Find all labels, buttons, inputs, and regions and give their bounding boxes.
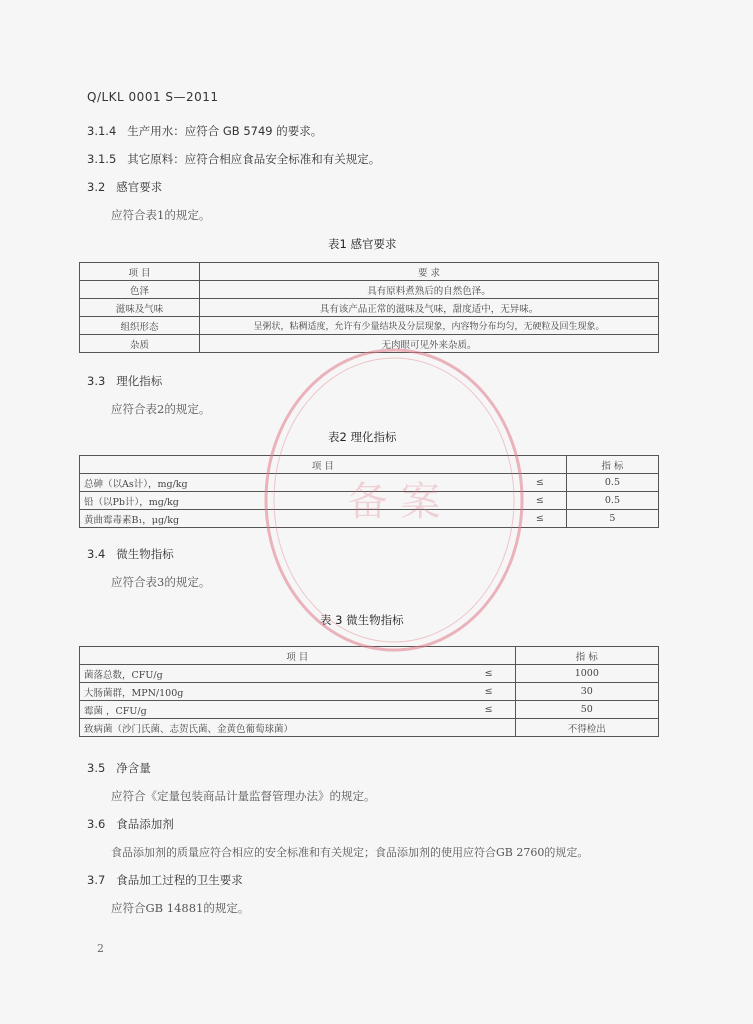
section-title: 感官要求 <box>116 180 163 194</box>
section-title: 理化指标 <box>116 374 163 388</box>
section-3-4-heading <box>87 546 174 562</box>
table-cell: 具有该产品正常的滋味及气味，甜度适中，无异味。 <box>200 299 659 317</box>
table-cell: ≤ <box>297 665 515 683</box>
section-3-7-heading <box>87 872 243 888</box>
table-cell: 滋味及气味 <box>80 299 200 317</box>
document-code: Q/LKL 0001 S—2011 <box>87 90 219 104</box>
table-cell: 不得检出 <box>515 719 658 737</box>
table-cell: 霉菌 ，CFU/g <box>80 701 298 719</box>
table-row <box>80 683 659 701</box>
clause-number: 3.1.4 <box>87 124 117 138</box>
table-cell: 0.5 <box>566 474 658 492</box>
table-cell: 5 <box>566 510 658 528</box>
table-cell: 30 <box>515 683 658 701</box>
section-3-7-body: 应符合GB 14881的规定。 <box>111 901 250 915</box>
table-cell: 杂质 <box>80 335 200 353</box>
table-cell: 具有原料煮熟后的自然色泽。 <box>200 281 659 299</box>
table-cell: 铅（以Pb计），mg/kg <box>80 492 269 510</box>
table-row <box>80 665 659 683</box>
section-number: 3.4 <box>87 547 106 561</box>
section-3-3-body: 应符合表2的规定。 <box>111 402 211 416</box>
section-number: 3.3 <box>87 374 106 388</box>
section-number: 3.6 <box>87 817 106 831</box>
table-cell: ≤ <box>297 683 515 701</box>
table3-caption: 表 3 微生物指标 <box>320 613 404 627</box>
table-row <box>80 701 659 719</box>
clause-text: 其它原料：应符合相应食品安全标准和有关规定。 <box>127 152 381 166</box>
section-3-6-heading <box>87 816 174 832</box>
table-cell: 黄曲霉毒素B₁，μg/kg <box>80 510 269 528</box>
table-header-cell: 指 标 <box>566 456 658 474</box>
section-3-4-body: 应符合表3的规定。 <box>111 575 211 589</box>
table-cell: ≤ <box>297 701 515 719</box>
table-header-cell: 要 求 <box>200 263 659 281</box>
table3 <box>79 646 659 737</box>
clause-number: 3.1.5 <box>87 152 117 166</box>
table-cell: 组织形态 <box>80 317 200 335</box>
table-header-cell: 项 目 <box>80 647 516 665</box>
table-cell: 菌落总数，CFU/g <box>80 665 298 683</box>
table-cell: ≤ <box>268 492 566 510</box>
table-cell: 色泽 <box>80 281 200 299</box>
clause-3-1-4 <box>87 123 322 139</box>
section-number: 3.7 <box>87 873 106 887</box>
table-row <box>80 317 659 335</box>
section-number: 3.5 <box>87 761 106 775</box>
section-3-2-heading <box>87 179 162 195</box>
table-cell: 呈粥状，粘稠适度，允许有少量结块及分层现象，内容物分布均匀，无硬粒及回生现象。 <box>200 317 659 335</box>
table-row <box>80 474 659 492</box>
section-title: 食品加工过程的卫生要求 <box>116 873 243 887</box>
table-cell: ≤ <box>268 510 566 528</box>
section-3-6-body: 食品添加剂的质量应符合相应的安全标准和有关规定；食品添加剂的使用应符合GB 2760的规定。 <box>111 846 589 859</box>
table-header-row <box>80 456 659 474</box>
table-header-cell: 项 目 <box>80 263 200 281</box>
clause-3-1-5 <box>87 151 380 167</box>
clause-text: 生产用水：应符合 GB 5749 的要求。 <box>127 124 323 138</box>
table1 <box>79 262 659 353</box>
table2 <box>79 455 659 528</box>
page-number: 2 <box>97 942 104 955</box>
table-row <box>80 719 659 737</box>
table-cell: 1000 <box>515 665 658 683</box>
table-row <box>80 510 659 528</box>
section-3-5-body: 应符合《定量包装商品计量监督管理办法》的规定。 <box>111 789 376 803</box>
table-cell: 致病菌（沙门氏菌、志贺氏菌、金黄色葡萄球菌） <box>80 719 298 737</box>
table-header-row <box>80 647 659 665</box>
table-header-cell: 指 标 <box>515 647 658 665</box>
section-3-3-heading <box>87 373 162 389</box>
table-row <box>80 299 659 317</box>
table-row <box>80 492 659 510</box>
table-header-cell: 项 目 <box>80 456 567 474</box>
section-number: 3.2 <box>87 180 106 194</box>
section-3-5-heading <box>87 760 151 776</box>
table1-caption: 表1 感官要求 <box>328 237 397 251</box>
table-row <box>80 335 659 353</box>
section-title: 净含量 <box>116 761 151 775</box>
table-cell: 总砷（以As计），mg/kg <box>80 474 269 492</box>
svg-text:备 案: 备 案 <box>347 479 441 525</box>
table-cell: ≤ <box>268 474 566 492</box>
table-cell: 50 <box>515 701 658 719</box>
table-cell: 无肉眼可见外来杂质。 <box>200 335 659 353</box>
table-cell: 大肠菌群，MPN/100g <box>80 683 298 701</box>
section-3-2-body: 应符合表1的规定。 <box>111 208 211 222</box>
table-row <box>80 281 659 299</box>
section-title: 食品添加剂 <box>116 817 174 831</box>
section-title: 微生物指标 <box>116 547 174 561</box>
table-cell <box>297 719 515 737</box>
table2-caption: 表2 理化指标 <box>328 430 397 444</box>
table-header-row <box>80 263 659 281</box>
table-cell: 0.5 <box>566 492 658 510</box>
